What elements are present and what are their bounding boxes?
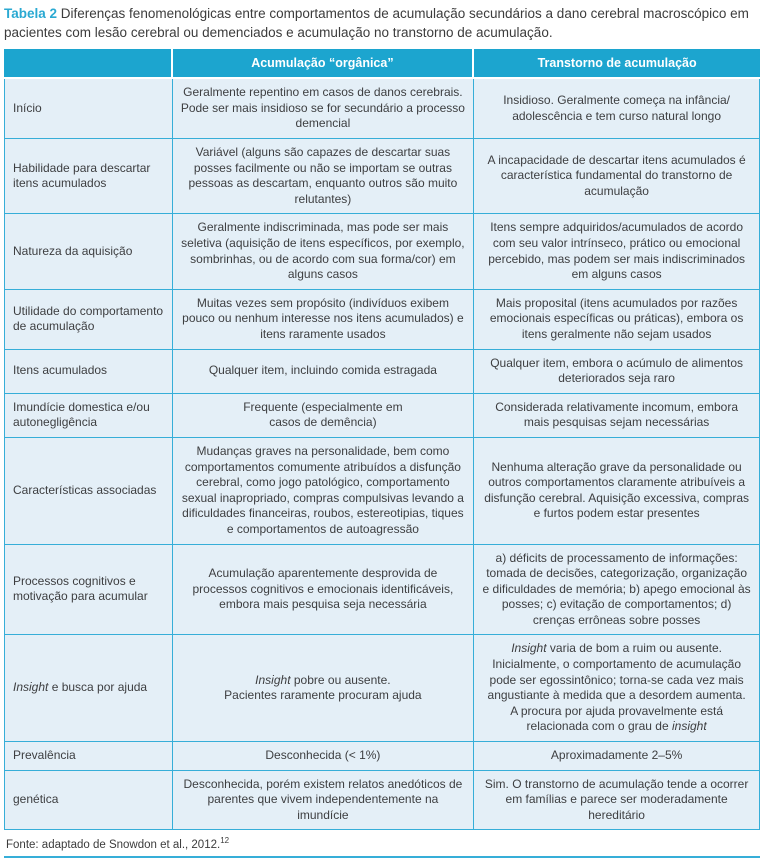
table-row: [4, 394, 760, 438]
row-label: Prevalência: [4, 742, 173, 771]
cell-acumulacao-organica: Frequente (especialmente em casos de demência): [173, 394, 475, 438]
cell-acumulacao-organica: Desconhecida, porém existem relatos anedóticos de parentes que vivem independentemente na imundície: [173, 771, 475, 831]
table-row: [4, 79, 760, 139]
cell-transtorno-acumulacao: a) déficits de processamento de informações: tomada de decisões, categorização, organização e dificuldades de memória; b) apego emocional às posses; c) evitação de comportamentos; d) crenças errôneas sobre posses: [474, 545, 760, 636]
table-row: [4, 742, 760, 771]
cell-transtorno-acumulacao: Sim. O transtorno de acumulação tende a ocorrer em famílias e parece ser moderadamente hereditário: [474, 771, 760, 831]
table-row: [4, 635, 760, 742]
row-label: Insight e busca por ajuda: [4, 635, 173, 742]
cell-transtorno-acumulacao: Itens sempre adquiridos/acumulados de acordo com seu valor intrínseco, prático ou emocional percebido, mas podem ser mais indiscriminados em alguns casos: [474, 214, 760, 289]
header-row: [4, 49, 760, 79]
cell-acumulacao-organica: Acumulação aparentemente desprovida de processos cognitivos e emocionais identificáveis, embora mais pesquisa seja necessária: [173, 545, 475, 636]
row-label: Processos cognitivos e motivação para acumular: [4, 545, 173, 636]
cell-transtorno-acumulacao: Nenhuma alteração grave da personalidade ou outros comportamentos claramente atribuíveis a disfunção cerebral. Aquisição excessiva, compras e furtos podem estar presentes: [474, 438, 760, 545]
header-transtorno-acumulacao: Transtorno de acumulação: [474, 49, 760, 79]
cell-acumulacao-organica: Geralmente indiscriminada, mas pode ser mais seletiva (aquisição de itens específicos, por exemplo, sombrinhas, ou de acordo com sua forma/cor) em alguns casos: [173, 214, 475, 289]
cell-acumulacao-organica: Geralmente repentino em casos de danos cerebrais. Pode ser mais insidioso se for secundário a processo demencial: [173, 79, 475, 139]
header-empty-cell: [4, 49, 173, 79]
cell-transtorno-acumulacao: Considerada relativamente incomum, embora mais pesquisas sejam necessárias: [474, 394, 760, 438]
table-row: [4, 771, 760, 831]
table-row: [4, 214, 760, 289]
table-row: [4, 350, 760, 394]
table-caption: [4, 5, 760, 42]
source-text: Fonte: adaptado de Snowdon et al., 2012.: [6, 839, 221, 852]
row-label: genética: [4, 771, 173, 831]
cell-transtorno-acumulacao: Aproximadamente 2–5%: [474, 742, 760, 771]
cell-transtorno-acumulacao: Insidioso. Geralmente começa na infância/ adolescência e tem curso natural longo: [474, 79, 760, 139]
table-row: [4, 545, 760, 636]
source-note: [4, 830, 760, 858]
cell-transtorno-acumulacao: Mais proposital (itens acumulados por razões emocionais específicas ou práticas), embora os itens geralmente não sejam usados: [474, 290, 760, 350]
comparison-table: [4, 49, 760, 830]
table-row: [4, 290, 760, 350]
row-label: Imundície domestica e/ou autonegligência: [4, 394, 173, 438]
row-label: Características associadas: [4, 438, 173, 545]
cell-transtorno-acumulacao: Insight varia de bom a ruim ou ausente. Inicialmente, o comportamento de acumulação pode ser egossintônico; torna-se cada vez mais angustiante à medida que a desordem aumenta. A procura por ajuda provavelmente está relacionada com o grau de insight: [474, 635, 760, 742]
cell-acumulacao-organica: Desconhecida (< 1%): [173, 742, 475, 771]
table-body: [4, 79, 760, 830]
table-caption-label: Tabela 2: [4, 6, 58, 21]
table-row: [4, 139, 760, 214]
cell-transtorno-acumulacao: A incapacidade de descartar itens acumulados é característica fundamental do transtorno de acumulação: [474, 139, 760, 214]
cell-acumulacao-organica: Muitas vezes sem propósito (indivíduos exibem pouco ou nenhum interesse nos itens acumulados) e itens raramente usados: [173, 290, 475, 350]
cell-acumulacao-organica: Insight pobre ou ausente. Pacientes raramente procuram ajuda: [173, 635, 475, 742]
row-label: Habilidade para descartar itens acumulados: [4, 139, 173, 214]
cell-acumulacao-organica: Mudanças graves na personalidade, bem como comportamentos comumente atribuídos a disfunção cerebral, como jogo patológico, comportamento sexual inapropriado, compras compulsivas levando a dificuldades financeiras, roubos, estereotipias, tiques e comportamentos de autoagressão: [173, 438, 475, 545]
row-label: Itens acumulados: [4, 350, 173, 394]
table-caption-text: Diferenças fenomenológicas entre comportamentos de acumulação secundários a dano cerebral macroscópico em pacientes com lesão cerebral ou demenciados e acumulação no transtorno de acumulação.: [4, 6, 749, 40]
row-label: Utilidade do comportamento de acumulação: [4, 290, 173, 350]
source-superscript: 12: [220, 836, 230, 846]
header-acumulacao-organica: Acumulação “orgânica”: [173, 49, 475, 79]
cell-transtorno-acumulacao: Qualquer item, embora o acúmulo de alimentos deteriorados seja raro: [474, 350, 760, 394]
cell-acumulacao-organica: Qualquer item, incluindo comida estragada: [173, 350, 475, 394]
row-label: Início: [4, 79, 173, 139]
cell-acumulacao-organica: Variável (alguns são capazes de descartar suas posses facilmente ou não se importam se outras pessoas as descartam, enquanto outros são muito relutantes): [173, 139, 475, 214]
table-row: [4, 438, 760, 545]
row-label: Natureza da aquisição: [4, 214, 173, 289]
